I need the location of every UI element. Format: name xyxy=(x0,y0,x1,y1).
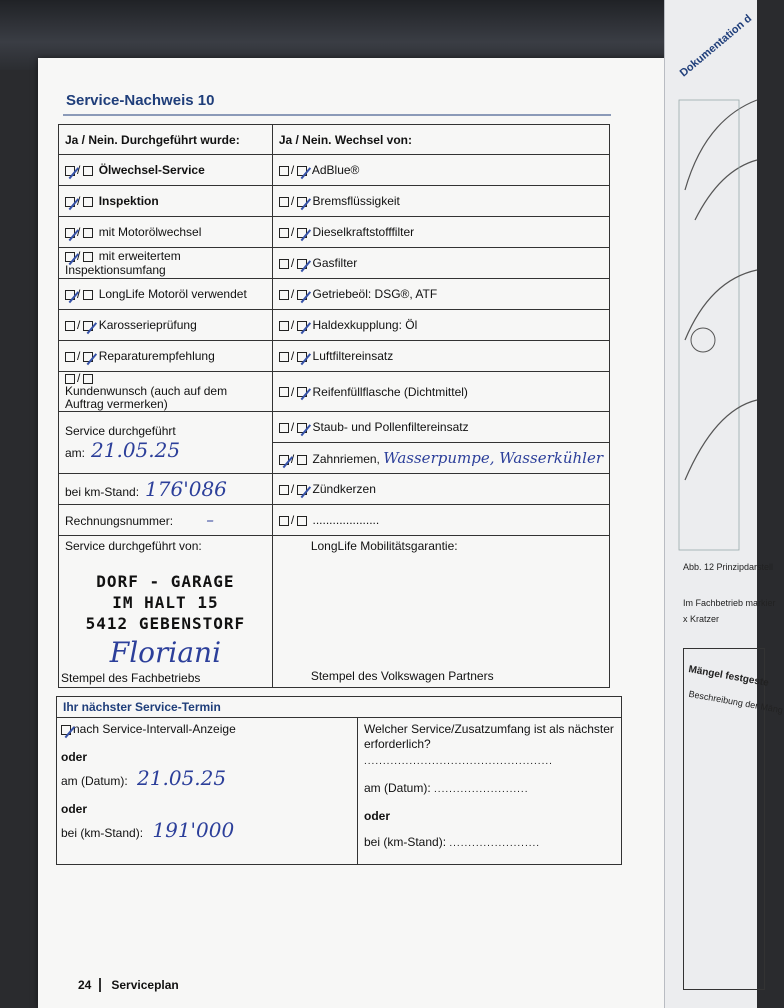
right-item-pollenfilter[interactable]: / Staub- und Pollenfiltereinsatz xyxy=(272,412,609,443)
checkbox-yes[interactable] xyxy=(279,166,289,176)
service-date-cell[interactable]: Service durchgeführt am: 21.05.25 xyxy=(59,412,273,474)
left-item-motoroelwechsel[interactable]: / mit Motorölwechsel xyxy=(59,217,273,248)
checkbox-no[interactable] xyxy=(297,516,307,526)
next-date-value: 21.05.25 xyxy=(137,766,227,790)
checkbox-no[interactable] xyxy=(297,259,307,269)
right-km-field[interactable]: bei (km-Stand): ........................ xyxy=(364,835,541,849)
right-item-zuendkerzen[interactable]: / Zündkerzen xyxy=(272,474,609,505)
checkbox-no[interactable] xyxy=(297,423,307,433)
service-km-value: 176'086 xyxy=(145,477,227,501)
right-item-luftfilter[interactable]: / Luftfiltereinsatz xyxy=(272,341,609,372)
checkbox-yes[interactable] xyxy=(65,374,75,384)
checkbox-no[interactable] xyxy=(297,485,307,495)
next-service-dots[interactable]: .................................................. xyxy=(364,756,553,767)
left-header: Ja / Nein. Durchgeführt wurde: xyxy=(59,125,273,155)
checkbox-no[interactable] xyxy=(297,352,307,362)
defects-box: Mängel festgeste Beschreibung der Mäng xyxy=(683,648,765,990)
invoice-value: – xyxy=(206,511,214,529)
right-page-title: Dokumentation d xyxy=(677,12,755,80)
interval-option[interactable]: nach Service-Intervall-Anzeige xyxy=(61,722,236,736)
checkbox-no[interactable] xyxy=(83,252,93,262)
checkbox-no[interactable] xyxy=(297,455,307,465)
checkbox-yes[interactable] xyxy=(65,166,75,176)
right-item-gasfilter[interactable]: / Gasfilter xyxy=(272,248,609,279)
left-item-inspektion[interactable]: / Inspektion xyxy=(59,186,273,217)
left-item-reparatur[interactable]: / Reparaturempfehlung xyxy=(59,341,273,372)
next-km-value: 191'000 xyxy=(152,818,235,842)
checkbox-no[interactable] xyxy=(297,290,307,300)
invoice-cell[interactable]: Rechnungsnummer: – xyxy=(59,505,273,536)
title-rule xyxy=(63,114,611,116)
checkbox-no[interactable] xyxy=(83,197,93,207)
checkbox-yes[interactable] xyxy=(65,228,75,238)
right-item-adblue[interactable]: / AdBlue® xyxy=(272,155,609,186)
right-item-reifenfuell[interactable]: / Reifenfüllflasche (Dichtmittel) xyxy=(272,372,609,412)
document-page xyxy=(38,58,668,1008)
left-item-kundenwunsch[interactable]: / Kundenwunsch (auch auf dem Auftrag vermerken) xyxy=(59,372,273,412)
checkbox-no[interactable] xyxy=(83,166,93,176)
service-date-value: 21.05.25 xyxy=(91,437,181,462)
page-footer xyxy=(78,978,179,992)
service-table xyxy=(58,124,610,688)
right-date-field[interactable]: am (Datum): ......................... xyxy=(364,781,529,795)
service-km-cell[interactable]: bei km-Stand: 176'086 xyxy=(59,474,273,505)
checkbox-yes[interactable] xyxy=(279,485,289,495)
checkbox-yes[interactable] xyxy=(65,352,75,362)
checkbox-yes[interactable] xyxy=(279,259,289,269)
checkbox-yes[interactable] xyxy=(65,252,75,262)
page-number: 24 xyxy=(78,978,101,992)
right-item-dieselfilter[interactable]: / Dieselkraftstofffilter xyxy=(272,217,609,248)
right-item-blank[interactable]: / .................... xyxy=(272,505,609,536)
right-item-haldex[interactable]: / Haldexkupplung: Öl xyxy=(272,310,609,341)
right-item-getriebeoel[interactable]: / Getriebeöl: DSG®, ATF xyxy=(272,279,609,310)
signature: Floriani xyxy=(109,636,222,669)
checkbox-yes[interactable] xyxy=(279,197,289,207)
next-km-field[interactable]: bei (km-Stand): 191'000 xyxy=(61,818,235,842)
checkbox-yes[interactable] xyxy=(65,197,75,207)
checkbox-no[interactable] xyxy=(83,290,93,300)
next-service-question: Welcher Service/Zusatzumfang ist als nächster erforderlich? xyxy=(364,722,614,751)
checkbox-interval[interactable] xyxy=(61,725,71,735)
left-item-erweitert[interactable]: / mit erweitertem Inspektionsumfang xyxy=(59,248,273,279)
checkbox-no[interactable] xyxy=(297,197,307,207)
checkbox-yes[interactable] xyxy=(279,228,289,238)
checkbox-yes[interactable] xyxy=(279,423,289,433)
checkbox-yes[interactable] xyxy=(65,290,75,300)
checkbox-no[interactable] xyxy=(297,166,307,176)
right-item-bremsfluessigkeit[interactable]: / Bremsflüssigkeit xyxy=(272,186,609,217)
workshop-stamp: DORF - GARAGE IM HALT 15 5412 GEBENSTORF xyxy=(85,572,246,633)
left-item-oelwechsel[interactable]: / Ölwechsel-Service xyxy=(59,155,273,186)
checkbox-no[interactable] xyxy=(83,228,93,238)
checkbox-yes[interactable] xyxy=(65,321,75,331)
right-item-zahnriemen[interactable]: / Zahnriemen, Wasserpumpe, Wasserkühler xyxy=(272,443,609,474)
left-item-karosserie[interactable]: / Karosserieprüfung xyxy=(59,310,273,341)
left-item-longlife[interactable]: / LongLife Motoröl verwendet xyxy=(59,279,273,310)
checkbox-yes[interactable] xyxy=(279,290,289,300)
checkbox-no[interactable] xyxy=(83,374,93,384)
checkbox-no[interactable] xyxy=(297,321,307,331)
next-date-field[interactable]: am (Datum): 21.05.25 xyxy=(61,766,227,790)
next-service-left: nach Service-Intervall-Anzeige oder am (Datum): 21.05.25 oder bei (km-Stand): 191'000 xyxy=(57,718,358,864)
checkbox-no[interactable] xyxy=(297,387,307,397)
checkbox-yes[interactable] xyxy=(279,455,289,465)
checkbox-yes[interactable] xyxy=(279,321,289,331)
section-name: Serviceplan xyxy=(111,978,179,992)
partner-stamp-cell[interactable]: LongLife Mobilitätsgarantie: Stempel des Volkswagen Partners xyxy=(272,536,609,688)
page-title: Service-Nachweis 10 xyxy=(66,92,215,109)
checkbox-no[interactable] xyxy=(83,352,93,362)
checkbox-no[interactable] xyxy=(297,228,307,238)
zahnriemen-handwritten: Wasserpumpe, Wasserkühler xyxy=(383,449,603,467)
checkbox-no[interactable] xyxy=(83,321,93,331)
next-service-title: Ihr nächster Service-Termin xyxy=(57,697,621,718)
right-page-caption: Abb. 12 Prinzipdarstell xyxy=(683,562,774,572)
next-service-right: Welcher Service/Zusatzumfang ist als nächster erforderlich? .................................................. am (Datum): ......................... oder bei (km-Stand): ........................ xyxy=(364,722,614,849)
stamp-cell[interactable]: Service durchgeführt von: DORF - GARAGE IM HALT 15 5412 GEBENSTORF Floriani Stempel des Fachbetriebs xyxy=(59,536,273,688)
checkbox-yes[interactable] xyxy=(279,516,289,526)
checkbox-yes[interactable] xyxy=(279,387,289,397)
right-header: Ja / Nein. Wechsel von: xyxy=(272,125,609,155)
next-service-box xyxy=(56,696,622,865)
car-diagram-icon xyxy=(665,80,757,600)
right-facing-page: Dokumentation d Abb. 12 Prinzipdarstell Im Fachbetrieb markier x Kratzer Mängel festgeste Beschreibung der Mäng xyxy=(664,0,757,1008)
checkbox-yes[interactable] xyxy=(279,352,289,362)
